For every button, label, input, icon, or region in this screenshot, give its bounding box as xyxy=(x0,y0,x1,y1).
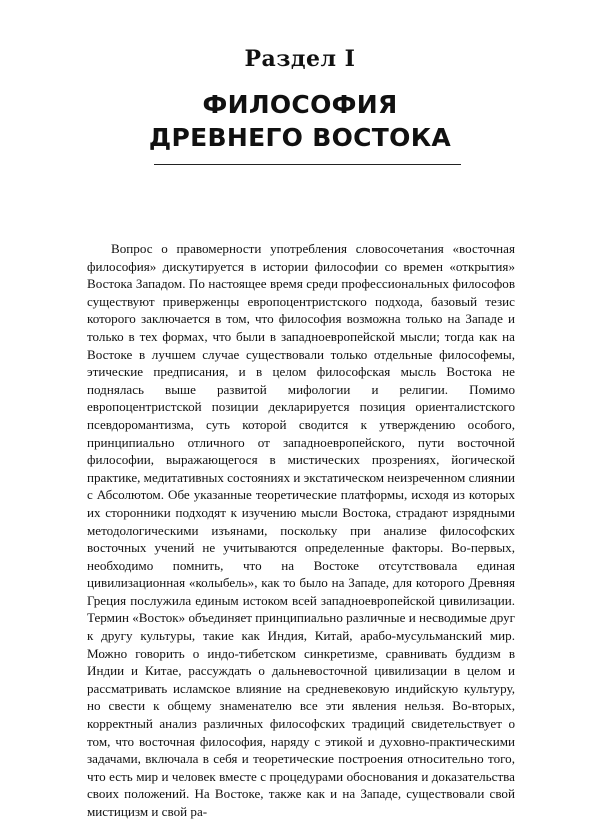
body-paragraph: Вопрос о правомерности употребления словосочетания «восточная философия» дискутируется в истории философии со времен «открытия» Востока Западом. По настоящее время среди профессиональных философов существуют приверженцы европоцентристского подхода, базовый тезис которого заключается в том, что философия возможна только на Западе и только в тех формах, что были в западноевропейской мысли; тогда как на Востоке в лучшем случае существовали только отдельные философемы, этические предписания, и в целом философская мысль Востока не поднялась выше развитой мифологии и религии. Помимо европоцентристской позиции декларируется позиция ориенталистского псевдоромантизма, суть которой сводится к утверждению особого, принципиально отличного от западноевропейского, пути восточной философии, выражающегося в мистических прозрениях, йогической практике, медитативных состояниях и экстатическом неизреченном слиянии с Абсолютом. Обе указанные теоретические платформы, исходя из которых их сторонники подходят к изучению мысли Востока, страдают изрядными методологическими изъянами, поскольку при анализе философских восточных учений не учитываются определенные факторы. Во-первых, необходимо помнить, что на Востоке отсутствовала единая цивилизационная «колыбель», как то было на Западе, для которого Древняя Греция послужила единым истоком всей западноевропейской цивилизации. Термин «Восток» объединяет принципиально различные и несводимые друг к другу культуры, такие как Индия, Китай, арабо-мусульманский мир. Можно говорить о индо-тибетском синкретизме, сравнивать буддизм в Индии и Китае, рассуждать о дальневосточной цивилизации в целом и рассматривать исламское влияние на средневековую индийскую культуру, но свести к общему знаменателю все эти явления нельзя. Во-вторых, корректный анализ различных философских традиций свидетельствует о том, что восточная философия, наряду с этикой и духовно-практическими задачами, включала в себя и теоретические построения относительно того, что есть мир и человек вместе с процедурами обоснования и доказательства своих положений. На Востоке, также как и на Западе, существовали свой мистицизм и свой ра- xyxy=(87,241,516,819)
title-divider xyxy=(154,164,461,165)
chapter-title-line-1: ФИЛОСОФИЯ xyxy=(202,90,398,119)
chapter-title-line-2: ДРЕВНЕГО ВОСТОКА xyxy=(148,123,452,152)
chapter-title xyxy=(0,88,600,154)
body-text xyxy=(87,240,515,821)
section-label: Раздел I xyxy=(244,46,356,72)
